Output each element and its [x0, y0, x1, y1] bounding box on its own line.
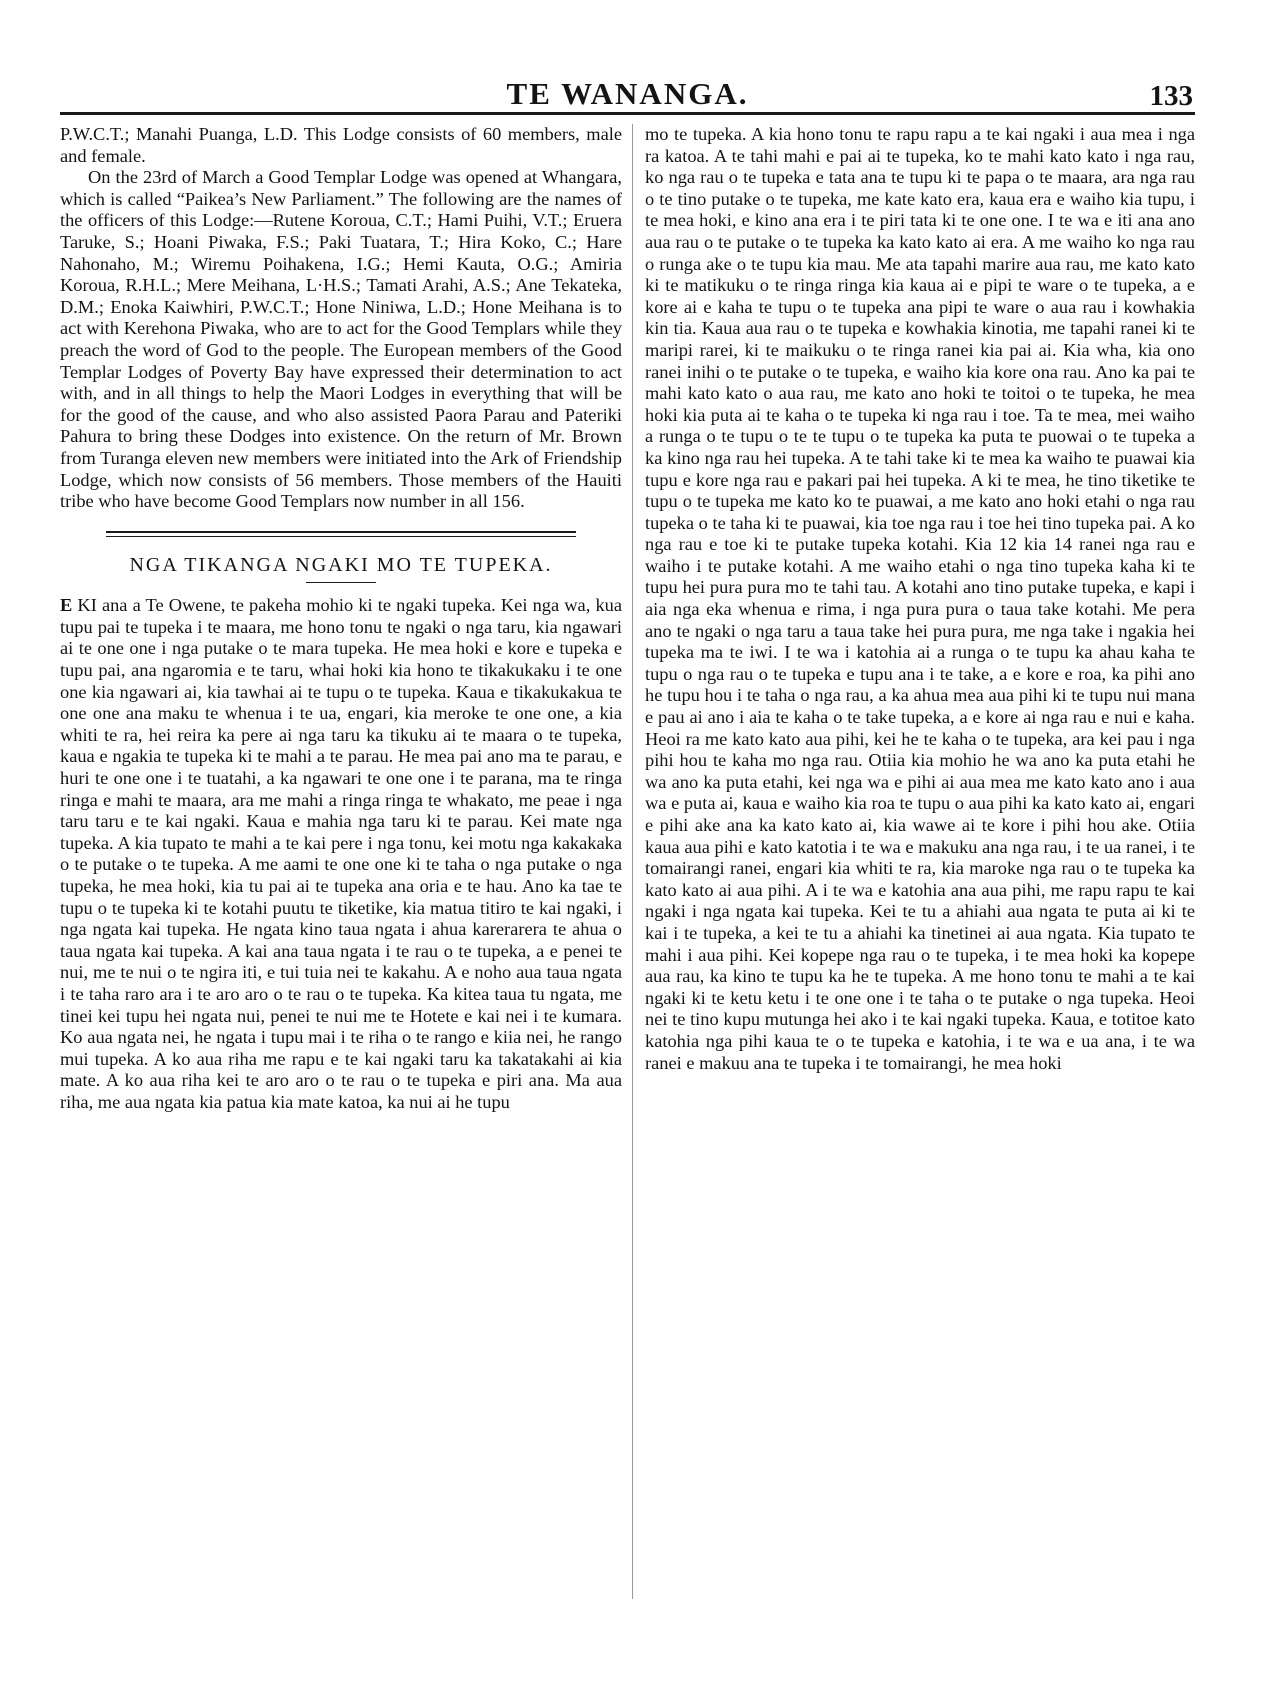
heading-rule	[306, 582, 376, 583]
tobacco-article-body: E KI ana a Te Owene, te pakeha mohio ki te ngaki tupeka. Kei nga wa, kua tupu pai te tupeka i te maara, me hono tonu te ngaki o nga taru, kia ngawari ai te one one i nga putake o te mara tupeka. He mea hoki e kore e tupeka e tupu pai, ana ngaromia e te taru, whai hoki kia hono te tikakukaku i te one one kia ngawari ai, kia tawhai ai te tupu o te tupeka. Kaua e tikakukakua te one one ana maku te whenua i te ua, engari, kia meroke te one one, a kia whiti te ra, hei reira ka pere ai nga taru ka tikuku ai te maara o te tupeka, kaua e ngakia te tupeka ki te mahi a te parau. He mea pai ano ma te parau, e huri te one one i te tuatahi, a ka ngawari te one one i te parana, ma te ringa ringa e mahi te maara, ara me mahi a ringa ringa te whakato, me peae i nga taru taru e te kai ngaki. Kaua e mahia nga taru ki te parau. Kei mate nga tupeka. A kia tupato te mahi a te kai pere i nga tonu, kei motu nga kakakaka o te putake o te tupeka. A me aami te one one ki te taha o nga putake o nga tupeka, he mea hoki, kia tu pai ai te tupeka ana oria e te hau. Ano ka tae te tupu o te tupeka ki te kotahi puutu te tiketike, kia matua titiro te kai ngaki, i nga ngata kai tupeka. He ngata kino taua ngata i ahua karerarera te ahua o taua ngata kai tupeka. A kai ana taua ngata i te rau o te tupeka, a e penei te nui, me te nui o te ngira iti, e tui tuia nei te kakahu. A e noho aua taua ngata i te taha raro ara i te aro aro o te rau o te tupeka. Ka kitea taua tu ngata, me tinei kei tupu hei ngata nui, penei te nui me te Hotete e kai nei i te kumara. Ko aua ngata nei, he ngata i tupu mai i te riha o te rango e kiia nei, he rango mui tupeka. A ko aua riha me rapu e te kai ngaki taru ka takatakahi ai kia mate. A ko aua riha kei te aro aro o te rau o te tupeka e piri ana. Ma aua riha, me aua ngata kia patua kia mate katoa, ka nui ai he tupu	[60, 595, 622, 1112]
tobacco-article-continued: mo te tupeka. A kia hono tonu te rapu rapu a te kai ngaki i aua mea i nga ra katoa. A te tahi mahi e pai ai te tupeka, ko te mahi kato kato i nga rau, ko nga rau o te tupeka e tata ana te tupu ki te papa o te maara, ara nga rau o te tino putake o te tupeka, me kate kato era, kaua era e waiho kia tupu, i te mea hoki, e kino ana era i te piri tata ki te one one. I te wa e iti ana ano aua rau o te putake o te tupeka ka kato kato ai era. A me waiho ko nga rau o runga ake o te tupu kia mau. Me ata tapahi marire aua rau, me kato kato ki te matikuku o te ringa ringa kia kaua ai e pipi te ware o te tupeka, a e kore ai e kaha te tupu o te tupeka ana pipi te ware o aua rau i kowhakia kin tia. Kaua aua rau o te tupeka e kowhakia kinotia, me tapahi ranei ki te maripi rarei, ki te maikuku o te ringa ranei kia pai ai. Kia wha, kia ono ranei inihi o te putake o te tupeka, e waiho kia kore ona rau. Ano ka pai te mahi kato kato o aua rau, me kato ano hoki te toitoi o te tupeka, he mea hoki kia puta ai te kaha o te tupeka ki nga rau i toe. Ta te mea, mei waiho a runga o te tupu o te te tupu o te tupeka ka puta te puowai o te tupeka a ka kino nga rau hei tupeka. A te tahi take ki te mea ka waiho te puawai kia tupu e kore nga rau e pakari pai hei tupeka. A ki te mea, he tino tiketike te tupu o te tupeka me kato ko te puawai, a me kato ano hoki etahi o nga rau tupeka o te taha ki te puawai, kia toe nga rau i toe hei tino tupeka pai. A ko nga rau e toe ki te putake tupeka kotahi. Kia 12 kia 14 ranei nga rau e waiho i te putake kotahi. A me waiho etahi o nga tino tupeka kaha ki te tupu hei pura pura mo te tahi tau. A kotahi ano tino putake tupeka, e kapi i aia nga eka whenua e rima, i nga pura pura o taua take kotahi. Me pera ano te ngaki o nga taru a taua take hei pura pura, me nga take i ngakia hei tupeka ma te iwi. I te wa i katohia ai a runga o te tupu ka ahau kaha te tupu o nga rau o te tupeka e tupu ana i te take, a e kore e roa, ka pihi ano he tupu hou i te taha o nga rau, a ka ahua mea aua pihi ki te tupu nui mana e pau ai ano i aia te kaha o te take tupeka, a e kore ai nga rau e nui e kaha. Heoi ra me kato kato aua pihi, kei he te kaha o te tupeka, ara kei pau i nga pihi hou te kaha mo nga rau. Otiia kia mohio he wa ano ka puta etahi he wa ano ka puta etahi, kei nga wa e pihi ai aua mea me kato kato ano i aua wa e puta ai, kaua e waiho kia roa te tupu o aua pihi ka kato kato ai, engari e pihi ake ana ka kato kato ai, kia wawe ai te kore i pihi hou ake. Otiia kaua aua pihi e kato katotia i te wa e makuku ana nga rau, i te ua ranei, i te tomairangi ranei, engari kia whiti te ra, kia maroke nga rau o te tupeka ka kato kato ai aua pihi. A i te wa e katohia ana aua pihi, me rapu rapu te kai ngaki i nga ngata kai tupeka. Kei te tu a ahiahi aua ngata te puta ai ki te kai i te tupeka, a kei te tu a ahiahi ka tinetinei ai aua ngata. Kia tupato te mahi i aua pihi. Kei kopepe nga rau o te tupeka, i te mea hoki ka kopepe aua rau, ka kino te tupu ka he te tupeka. A me hono tonu te mahi a te kai ngaki ki te ketu ketu i te one one i te taha o te putake o nga tupeka. Heoi nei te tino kupu mutunga hei ako i te kai ngaki tupeka. Kaua, e totitoe kato katohia nga pihi kaua te o te tupeka e katohia, i te wa e ua ana, i te wa ranei e makuu ana te tupeka i te tomairangi, he mea hoki	[645, 124, 1195, 1073]
whangara-lodge-paragraph: On the 23rd of March a Good Templar Lodge was opened at Whangara, which is called “Paikea’s New Parliament.” The following are the names of the officers of this Lodge:—Rutene Koroua, C.T.; Hami Puihi, V.T.; Eruera Taruke, S.; Hoani Piwaka, F.S.; Paki Tuatara, T.; Hira Koko, C.; Hare Nahonaho, M.; Wiremu Poihakena, I.G.; Hemi Kauta, O.G.; Amiria Koroua, R.H.L.; Mere Meihana, L·H.S.; Tamati Arahi, A.S.; Ane Tekateka, D.M.; Enoka Kaiwhiri, P.W.C.T.; Hone Niniwa, L.D.; Hone Meihana is to act with Kerehona Piwaka, who are to act for the Good Templars while they preach the word of God to the people. The European members of the Good Templar Lodges of Poverty Bay have expressed their determination to act with, and in all things to help the Maori Lodges in everything that will be for the good of the cause, and who also assisted Paora Parau and Pateriki Pahura to bring these Dodges into existence. On the return of Mr. Brown from Turanga eleven new members were initiated into the Ark of Friendship Lodge, which now consists of 56 members. Those members of the Hauiti tribe who have become Good Templars now number in all 156.	[60, 167, 622, 512]
page-header	[60, 62, 1195, 112]
left-column	[60, 124, 622, 1114]
article-separator	[60, 531, 622, 537]
newspaper-title: TE WANANGA.	[506, 76, 749, 111]
page-number: 133	[1149, 80, 1193, 112]
column-divider	[632, 124, 633, 1599]
article-heading: NGA TIKANGA NGAKI MO TE TUPEKA.	[129, 553, 553, 576]
lodge-paragraph-continued: P.W.C.T.; Manahi Puanga, L.D. This Lodge consists of 60 members, male and female.	[60, 124, 622, 166]
right-column	[645, 124, 1195, 1074]
header-rule	[60, 112, 1195, 115]
